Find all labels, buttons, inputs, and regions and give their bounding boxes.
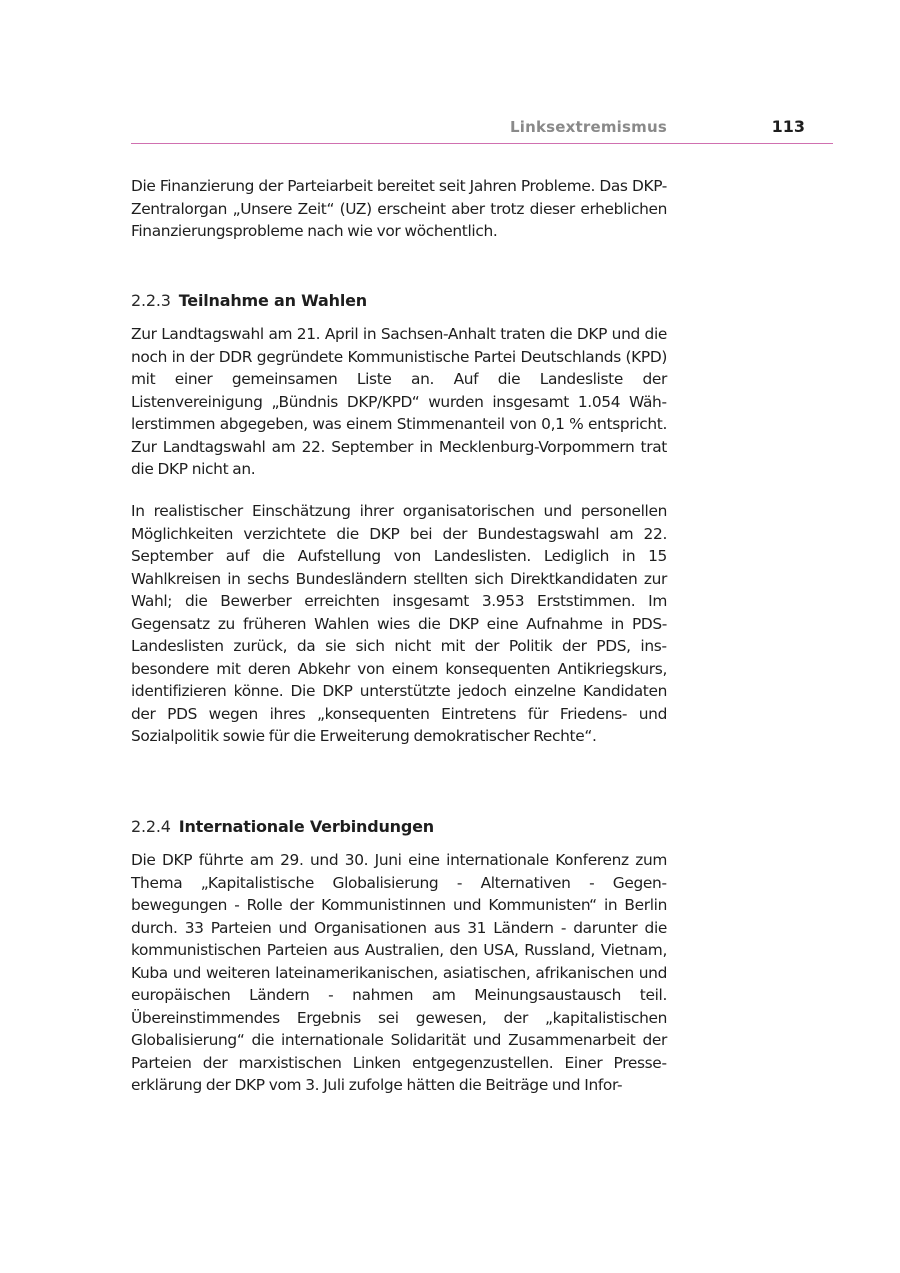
- header-section-title: Linksextremismus: [509, 118, 667, 136]
- section-heading-2-2-4: [131, 816, 434, 838]
- section-number: 2.2.4: [131, 817, 171, 836]
- section-title: Internationale Verbindungen: [178, 817, 434, 836]
- paragraph-federal-election: In realistischer Einschätzung ihrer organisatorischen und personellen Möglichkeiten verzichtete die DKP bei der Bundestagswahl am 22. September auf die Aufstellung von Landeslisten. Lediglich in 15 Wahlkreisen in sechs Bundesländern stellten sich Direktkandidaten zur Wahl; die Bewerber erreichten insgesamt 3.953 Erststimmen. Im Gegensatz zu früheren Wahlen wies die DKP eine Aufnahme in PDS-Landeslisten zurück, da sie sich nicht mit der Politik der PDS, insbesondere mit deren Abkehr von einem konsequenten Antikriegskurs, identifizieren könne. Die DKP unterstützte jedoch einzelne Kandidaten der PDS wegen ihres „konsequenten Eintretens für Friedens- und Sozialpolitik sowie für die Erweiterung demokratischer Rechte“.: [131, 502, 667, 745]
- section-heading-2-2-3: [131, 290, 367, 312]
- running-header: [131, 116, 833, 144]
- page-number: 113: [771, 117, 805, 136]
- paragraph-financing: Die Finanzierung der Parteiarbeit bereitet seit Jahren Probleme. Das DKP-Zentralorgan „Unsere Zeit“ (UZ) erscheint aber trotz dieser erheblichen Finanzierungsprobleme nach wie vor wöchentlich.: [131, 177, 667, 240]
- section-number: 2.2.3: [131, 291, 171, 310]
- section-title: Teilnahme an Wahlen: [178, 291, 367, 310]
- paragraph-state-elections: Zur Landtagswahl am 21. April in Sachsen-Anhalt traten die DKP und die noch in der DDR gegründete Kommunistische Partei Deutschlands (KPD) mit einer gemeinsamen Liste an. Auf die Landesliste der Listenvereinigung „Bündnis DKP/KPD“ wurden insgesamt 1.054 Wählerstimmen abgegeben, was einem Stimmenanteil von 0,1 % entspricht. Zur Landtagswahl am 22. September in Mecklenburg-Vorpommern trat die DKP nicht an.: [131, 325, 667, 478]
- paragraph-international-conference: Die DKP führte am 29. und 30. Juni eine internationale Konferenz zum Thema „Kapitalistische Globalisierung - Alternativen - Gegenbewegungen - Rolle der Kommunistinnen und Kommunisten“ in Berlin durch. 33 Parteien und Organisationen aus 31 Ländern - darunter die kommunistischen Parteien aus Australien, den USA, Russland, Vietnam, Kuba und weiteren lateinamerikanischen, asiatischen, afrikanischen und europäischen Ländern - nahmen am Meinungsaustausch teil. Übereinstimmendes Ergebnis sei gewesen, der „kapitalistischen Globalisierung“ die internationale Solidarität und Zusammenarbeit der Parteien der marxistischen Linken entgegenzustellen. Einer Presseerklärung der DKP vom 3. Juli zufolge hätten die Beiträge und Infor-: [131, 851, 667, 1094]
